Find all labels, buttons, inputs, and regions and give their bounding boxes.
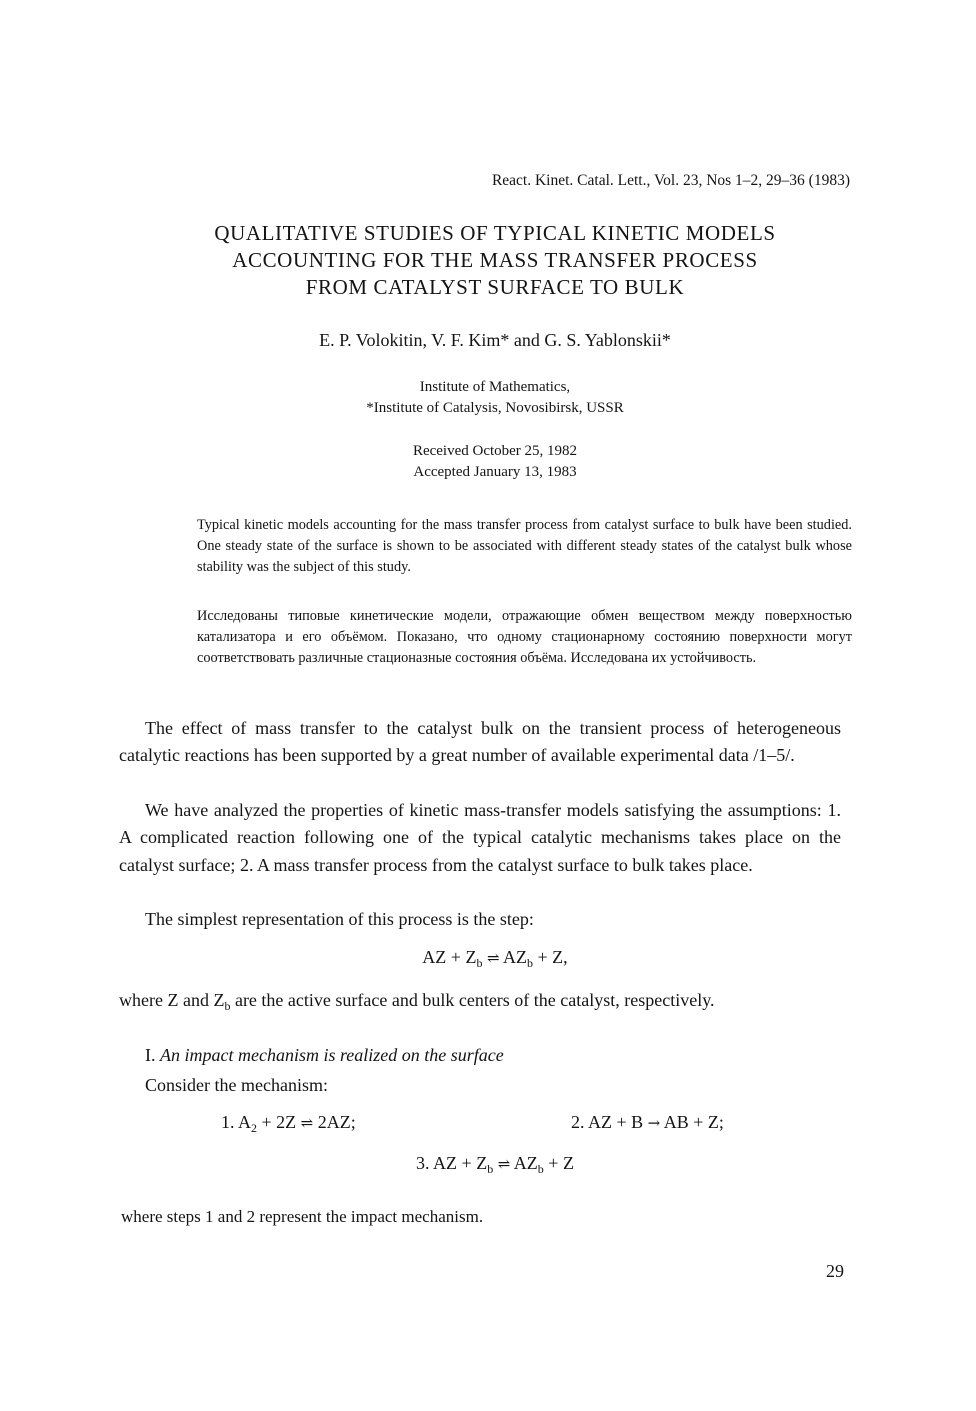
closing-sentence: where steps 1 and 2 represent the impact mechanism. [121,1207,484,1226]
section-heading [145,1045,504,1066]
title-line-2: ACCOUNTING FOR THE MASS TRANSFER PROCESS [232,248,758,272]
page-number: 29 [826,1261,844,1281]
affiliation-2: *Institute of Catalysis, Novosibirsk, USSR [366,400,624,416]
journal-reference: React. Kinet. Catal. Lett., Vol. 23, Nos 1–2, 29–36 (1983) [491,172,850,189]
section-number: I. [145,1045,156,1065]
paragraph-1 [119,715,841,770]
title-line-3: FROM CATALYST SURFACE TO BULK [305,275,685,299]
paragraph-2 [119,797,841,879]
equation-main: AZ + $Z_b$ ⇌ $AZ_b + Z$, [422,947,568,970]
authors: E. P. Volokitin, V. F. Kim* and G. S. Yablonskii* [319,330,671,350]
forward-arrow-icon: → [647,1114,661,1132]
abstract-russian: Исследованы типовые кинетические модели, отражающие обмен веществом между поверхностью катализатора и его объёмом. Показано, что одному стационарному состоянию поверхности могут соответствовать различные стационазные состояния объёма. Исследована их устойчивость. [197,608,852,666]
section-title: An impact mechanism is realized on the surface [160,1045,504,1065]
paragraph-3-text: The simplest representation of this process is the step: [145,909,534,929]
mechanism-step-1: 1. $A_2 + 2Z$ ⇌ 2AZ; [221,1112,356,1135]
paragraph-2-text: We have analyzed the properties of kinetic mass-transfer models satisfying the assumptions: 1. A complicated reaction following one of the typical catalytic mechanisms takes place on the catalyst surface; 2. A mass transfer process from the catalyst surface to bulk takes place. [119,800,841,875]
mechanism-step-3: 3. AZ + $Z_b$ ⇌ $AZ_b + Z$ [416,1153,574,1176]
equilibrium-arrow-icon: ⇌ [497,1155,511,1173]
consider-text: Consider the mechanism: [145,1075,328,1095]
accepted-date: Accepted January 13, 1983 [413,464,577,480]
received-date: Received October 25, 1982 [412,443,578,459]
mechanism-step-2: 2. AZ + B → AB + Z; [571,1112,724,1132]
paragraph-1-text: The effect of mass transfer to the catalyst bulk on the transient process of heterogeneous catalytic reactions has been supported by a great number of available experimental data /1–5/. [119,718,841,766]
paragraph-3 [119,906,841,933]
affiliation-1: Institute of Mathematics, [419,379,571,395]
paper-title [0,220,976,301]
equilibrium-arrow-icon: ⇌ [486,949,500,967]
title-line-1: QUALITATIVE STUDIES OF TYPICAL KINETIC MODELS [214,221,776,245]
equilibrium-arrow-icon: ⇌ [300,1114,314,1132]
dates [0,441,976,483]
affiliations [0,377,976,419]
abstract-english: Typical kinetic models accounting for the mass transfer process from catalyst surface to bulk have been studied. One steady state of the surface is shown to be associated with different steady states of the catalyst bulk whose stability was the subject of this study. [197,517,852,575]
equation-explanation: where Z and $Z_b$ are the active surface and bulk centers of the catalyst, respectively. [119,990,715,1013]
